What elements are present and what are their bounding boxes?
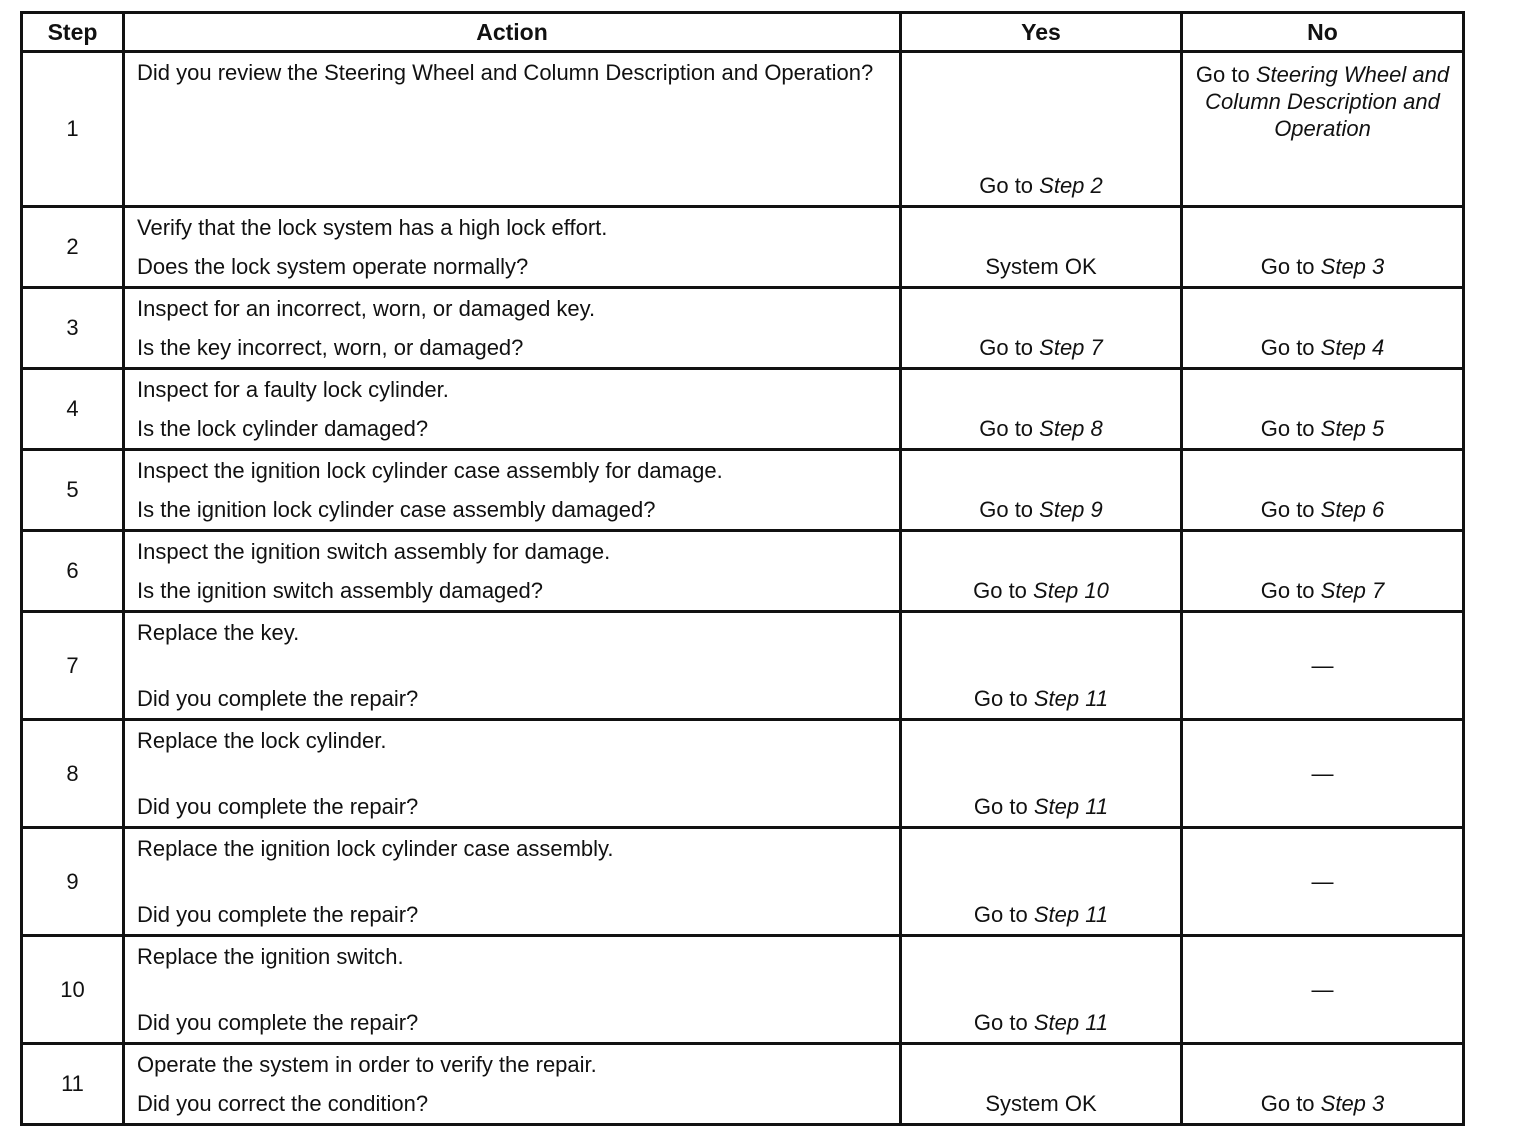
no-link[interactable]: Steering Wheel and Column Description and Operation — [1205, 62, 1450, 141]
yes-prefix: Go to — [979, 416, 1040, 441]
no-cell — [1182, 52, 1464, 207]
action-question: Did you complete the repair? — [137, 902, 419, 927]
action-text: Inspect for an incorrect, worn, or damaged key. — [137, 296, 596, 321]
yes-link[interactable]: Step 10 — [1033, 578, 1109, 603]
yes-link[interactable]: Step 11 — [1033, 902, 1109, 927]
yes-link[interactable]: Step 9 — [1039, 497, 1103, 522]
no-dash: — — [1311, 868, 1334, 894]
no-dash: — — [1311, 652, 1334, 678]
no-cell — [1182, 828, 1464, 936]
yes-prefix: Go to — [973, 578, 1034, 603]
yes-cell — [901, 612, 1182, 720]
no-cell-text — [1183, 1091, 1462, 1117]
no-prefix: Go to — [1260, 416, 1321, 441]
no-cell — [1182, 720, 1464, 828]
no-link[interactable]: Step 7 — [1320, 578, 1385, 603]
table-row — [22, 720, 1464, 828]
table-row — [22, 369, 1464, 450]
yes-prefix: Go to — [973, 902, 1034, 927]
yes-cell-text — [902, 497, 1180, 523]
yes-cell-text — [902, 686, 1180, 712]
yes-cell-text — [902, 578, 1180, 604]
no-cell-text — [1183, 254, 1462, 280]
yes-cell — [901, 288, 1182, 369]
action-cell — [124, 450, 901, 531]
action-cell — [124, 1044, 901, 1125]
yes-prefix: Go to — [973, 1010, 1034, 1035]
action-question: Is the ignition switch assembly damaged? — [137, 578, 543, 603]
yes-link[interactable]: Step 11 — [1033, 794, 1109, 819]
table-row — [22, 828, 1464, 936]
action-cell — [124, 720, 901, 828]
no-cell — [1182, 369, 1464, 450]
yes-link[interactable]: Step 8 — [1039, 416, 1103, 441]
no-link[interactable]: Step 3 — [1320, 1091, 1385, 1116]
action-cell — [124, 288, 901, 369]
table-row — [22, 288, 1464, 369]
action-cell — [124, 936, 901, 1044]
yes-cell-text — [902, 254, 1180, 280]
no-cell — [1182, 288, 1464, 369]
header-row — [22, 13, 1464, 52]
action-question: Is the ignition lock cylinder case assembly damaged? — [137, 497, 656, 522]
table-row — [22, 936, 1464, 1044]
no-cell — [1182, 207, 1464, 288]
no-prefix: Go to — [1260, 1091, 1321, 1116]
yes-cell — [901, 369, 1182, 450]
yes-cell-text — [902, 335, 1180, 361]
yes-cell-text — [902, 416, 1180, 442]
yes-cell — [901, 207, 1182, 288]
yes-prefix: System OK — [985, 1091, 1097, 1116]
no-cell — [1182, 612, 1464, 720]
header-step: Step — [22, 13, 124, 52]
action-question: Is the key incorrect, worn, or damaged? — [137, 335, 524, 360]
action-text: Did you review the Steering Wheel and Column Description and Operation? — [137, 60, 874, 85]
yes-cell — [901, 828, 1182, 936]
no-cell — [1182, 936, 1464, 1044]
action-text: Operate the system in order to verify the repair. — [137, 1052, 597, 1077]
table-row — [22, 531, 1464, 612]
yes-cell-text — [902, 1010, 1180, 1036]
no-prefix: Go to — [1260, 497, 1321, 522]
action-question: Did you complete the repair? — [137, 686, 419, 711]
header-yes: Yes — [901, 13, 1182, 52]
step-number: 1 — [22, 52, 124, 207]
step-number: 11 — [22, 1044, 124, 1125]
action-text: Inspect the ignition switch assembly for damage. — [137, 539, 611, 564]
no-cell — [1182, 450, 1464, 531]
yes-cell — [901, 1044, 1182, 1125]
step-number: 3 — [22, 288, 124, 369]
action-question: Is the lock cylinder damaged? — [137, 416, 429, 441]
step-number: 10 — [22, 936, 124, 1044]
yes-link[interactable]: Step 7 — [1039, 335, 1103, 360]
table-row — [22, 207, 1464, 288]
yes-cell — [901, 52, 1182, 207]
no-dash: — — [1311, 760, 1334, 786]
action-text: Replace the ignition switch. — [137, 944, 404, 969]
action-cell — [124, 612, 901, 720]
action-text: Verify that the lock system has a high lock effort. — [137, 215, 608, 240]
yes-prefix: Go to — [979, 173, 1040, 198]
no-cell-text — [1183, 53, 1462, 142]
no-dash: — — [1311, 976, 1334, 1002]
action-question: Did you complete the repair? — [137, 794, 419, 819]
yes-prefix: Go to — [973, 686, 1034, 711]
step-number: 5 — [22, 450, 124, 531]
yes-cell-text — [902, 1091, 1180, 1117]
no-prefix: Go to — [1260, 578, 1321, 603]
header-no: No — [1182, 13, 1464, 52]
action-question: Did you complete the repair? — [137, 1010, 419, 1035]
yes-cell — [901, 720, 1182, 828]
step-number: 9 — [22, 828, 124, 936]
header-action: Action — [124, 13, 901, 52]
action-question: Did you correct the condition? — [137, 1091, 429, 1116]
no-link[interactable]: Step 5 — [1320, 416, 1385, 441]
action-question: Does the lock system operate normally? — [137, 254, 529, 279]
no-link[interactable]: Step 4 — [1320, 335, 1385, 360]
table-row — [22, 52, 1464, 207]
yes-prefix: System OK — [985, 254, 1097, 279]
yes-cell — [901, 936, 1182, 1044]
action-text: Inspect for a faulty lock cylinder. — [137, 377, 449, 402]
action-text: Replace the key. — [137, 620, 300, 645]
table-row — [22, 612, 1464, 720]
action-cell — [124, 207, 901, 288]
no-cell-text — [1183, 416, 1462, 442]
no-link[interactable]: Step 6 — [1320, 497, 1385, 522]
yes-link[interactable]: Step 11 — [1033, 686, 1109, 711]
no-prefix: Go to — [1195, 62, 1256, 87]
step-number: 7 — [22, 612, 124, 720]
action-cell — [124, 828, 901, 936]
yes-link[interactable]: Step 2 — [1039, 173, 1103, 198]
yes-cell — [901, 450, 1182, 531]
action-cell — [124, 369, 901, 450]
no-prefix: Go to — [1260, 254, 1321, 279]
action-text: Replace the ignition lock cylinder case assembly. — [137, 836, 614, 861]
no-cell — [1182, 531, 1464, 612]
no-link[interactable]: Step 3 — [1320, 254, 1385, 279]
yes-cell — [901, 531, 1182, 612]
action-cell — [124, 531, 901, 612]
no-cell — [1182, 1044, 1464, 1125]
yes-prefix: Go to — [979, 335, 1040, 360]
yes-cell-text — [902, 902, 1180, 928]
no-prefix: Go to — [1260, 335, 1321, 360]
step-number: 8 — [22, 720, 124, 828]
step-number: 4 — [22, 369, 124, 450]
no-cell-text — [1183, 335, 1462, 361]
table-row — [22, 450, 1464, 531]
action-cell — [124, 52, 901, 207]
diagnostic-table — [20, 11, 1465, 1126]
step-number: 2 — [22, 207, 124, 288]
no-cell-text — [1183, 578, 1462, 604]
yes-prefix: Go to — [979, 497, 1040, 522]
no-cell-text — [1183, 497, 1462, 523]
step-number: 6 — [22, 531, 124, 612]
action-text: Replace the lock cylinder. — [137, 728, 387, 753]
yes-cell-text — [902, 173, 1180, 199]
yes-cell-text — [902, 794, 1180, 820]
yes-link[interactable]: Step 11 — [1033, 1010, 1109, 1035]
yes-prefix: Go to — [973, 794, 1034, 819]
action-text: Inspect the ignition lock cylinder case assembly for damage. — [137, 458, 723, 483]
table-row — [22, 1044, 1464, 1125]
